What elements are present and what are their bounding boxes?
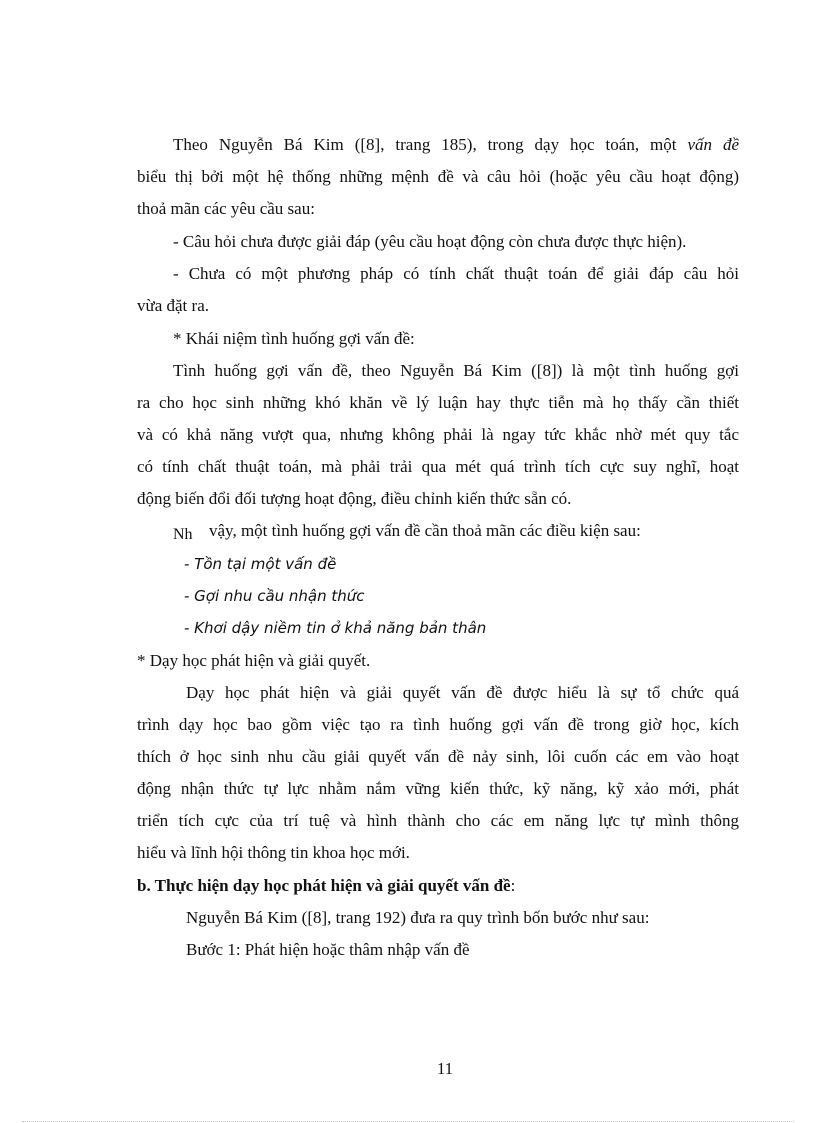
paragraph-3-line-2: trình dạy học bao gồm việc tạo ra tình huống gợi vấn đề trong giờ học, kích	[137, 715, 739, 734]
paragraph-1-line-2: biểu thị bởi một hệ thống những mệnh đề và câu hỏi (hoặc yêu cầu hoạt động)	[137, 167, 739, 186]
requirement-1: - Câu hỏi chưa được giải đáp (yêu cầu hoạt động còn chưa được thực hiện).	[173, 232, 687, 251]
paragraph-1-text: Theo Nguyễn Bá Kim ([8], trang 185), trong dạy học toán, một	[173, 135, 688, 154]
paragraph-3-line-5: triển tích cực của trí tuệ và hình thành cho các em năng lực tự mình thông	[137, 811, 739, 830]
page-number: 11	[436, 1059, 454, 1078]
step-1: Bước 1: Phát hiện hoặc thâm nhập vấn đề	[186, 940, 470, 959]
paragraph-3-line-6: hiểu và lĩnh hội thông tin khoa học mới.	[137, 843, 410, 862]
conditions-intro-text: vậy, một tình huống gợi vấn đề cần thoả mãn các điều kiện sau:	[209, 521, 641, 540]
paragraph-2-line-2: ra cho học sinh những khó khăn về lý luận hay thực tiễn mà họ thấy cần thiết	[137, 393, 739, 412]
paragraph-3-line-4: động nhận thức tự lực nhằm nắm vững kiến thức, kỹ năng, kỹ xảo mới, phát	[137, 779, 739, 798]
page-border-dotted	[22, 1121, 794, 1122]
requirement-2-line-2: vừa đặt ra.	[137, 296, 209, 315]
paragraph-2-line-5: động biến đổi đối tượng hoạt động, điều chỉnh kiến thức sẵn có.	[137, 489, 572, 508]
paragraph-1-line-3: thoả mãn các yêu cầu sau:	[137, 199, 315, 218]
condition-item-1: - Tồn tại một vấn đề	[184, 555, 337, 573]
condition-item-3: - Khơi dậy niềm tin ở khả năng bản thân	[184, 619, 487, 637]
paragraph-3-line-1: Dạy học phát hiện và giải quyết vấn đề được hiểu là sự tổ chức quá	[186, 683, 739, 702]
section-b-heading-colon: :	[510, 876, 516, 895]
conditions-intro-prefix: Nh	[173, 526, 193, 543]
procedure-intro: Nguyễn Bá Kim ([8], trang 192) đưa ra quy trình bốn bước như sau:	[186, 908, 650, 927]
section-b-heading-text: b. Thực hiện dạy học phát hiện và giải quyết vấn đề	[137, 876, 511, 895]
teaching-heading: * Dạy học phát hiện và giải quyết.	[137, 651, 371, 670]
requirement-2-line-1: - Chưa có một phương pháp có tính chất thuật toán để giải đáp câu hỏi	[173, 264, 739, 283]
paragraph-2-line-4: có tính chất thuật toán, mà phải trải qua mét quá trình tích cực suy nghĩ, hoạt	[137, 457, 739, 476]
paragraph-2-line-3: và có khả năng vượt qua, nhưng không phải là ngay tức khắc nhờ mét quy tắc	[137, 425, 739, 444]
condition-item-2: - Gợi nhu cầu nhận thức	[184, 587, 365, 605]
paragraph-2-line-1: Tình huống gợi vấn đề, theo Nguyễn Bá Kim ([8]) là một tình huống gợi	[173, 361, 739, 380]
emphasis-van-de: vấn đề	[687, 135, 740, 154]
paragraph-1-line-1	[173, 135, 739, 155]
paragraph-3-line-3: thích ở học sinh nhu cầu giải quyết vấn đề nảy sinh, lôi cuốn các em vào hoạt	[137, 747, 739, 766]
concept-heading: * Khái niệm tình huống gợi vấn đề:	[173, 329, 415, 348]
section-b-heading	[137, 876, 515, 896]
